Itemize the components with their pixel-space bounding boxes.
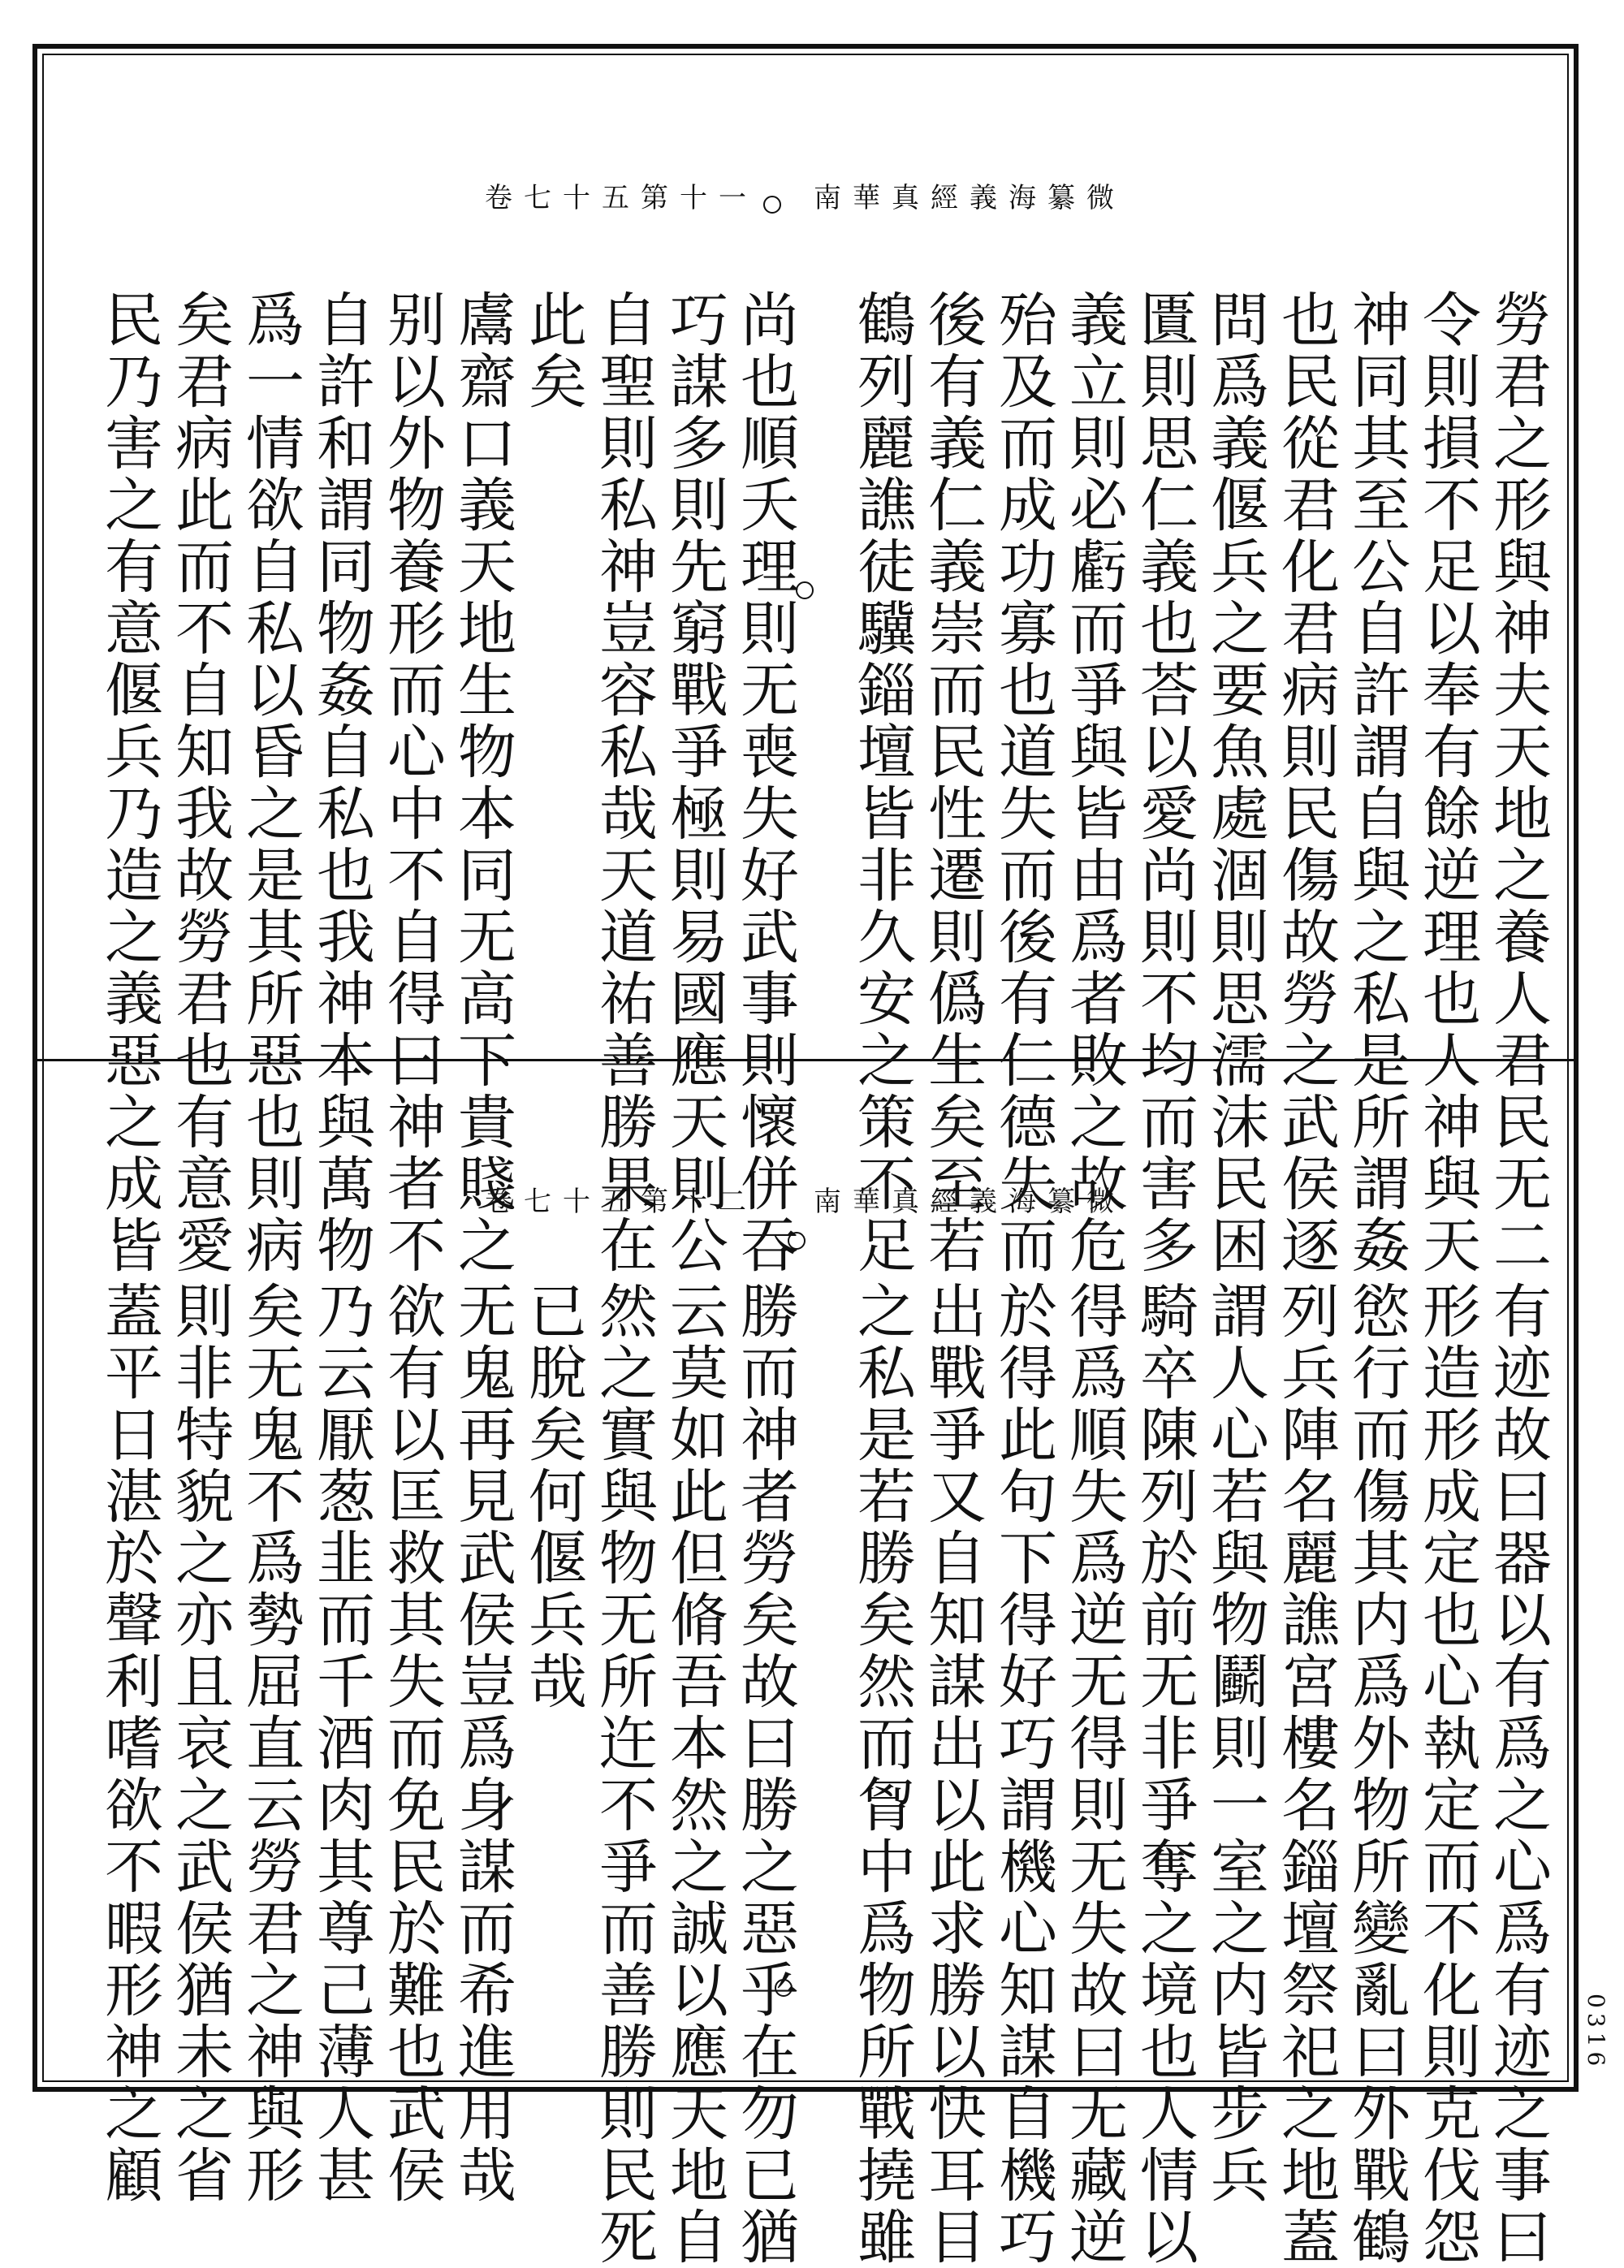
text-columns <box>42 1281 1569 2268</box>
text-column: 自許和謂同物姦自私也我神本與萬物 <box>307 289 375 1277</box>
text-column: 義立則必虧而爭與皆由爲者敗之故危 <box>1060 289 1128 1277</box>
text-column: 則非特貌之亦且哀之武侯猶未之省 <box>166 1281 234 2206</box>
text-column: 民乃害之有意偃兵乃造之義惡之成皆 <box>95 289 163 1277</box>
text-column: 鬳齋口義天地生物本同无高下貴賤之 <box>448 289 516 1277</box>
text-column: 云莫如此但脩吾本然之誠以應天地自 <box>660 1281 728 2268</box>
text-column: 勞君之形與神夫天地之養人君民无二 <box>1484 289 1552 1277</box>
volume-folio: 卷七十五第十二 <box>485 1186 758 1218</box>
section-circle-mark <box>788 1232 806 1250</box>
text-column: 問爲義偃兵之要魚處涸則思濡沫民困 <box>1201 289 1269 1277</box>
section-circle-mark <box>763 196 781 214</box>
text-column: 之私是若勝矣然而胷中爲物所戰撓雖 <box>848 1281 916 2268</box>
book-title: 南華真經義海纂微 <box>814 182 1125 214</box>
text-column: 巧謀多則先窮戰爭極則易國應天則公 <box>660 289 728 1277</box>
text-column: 矣无鬼不爲勢屈直云勞君之神與形 <box>236 1281 304 2206</box>
text-column: 列兵陣名麗譙宮樓名錙壇祭祀之地蓋 <box>1272 1281 1340 2268</box>
text-column: 然之實與物无所迕不爭而善勝則民死 <box>590 1281 658 2268</box>
text-column: 騎卒陳列於前无非爭奪之境也人情以 <box>1130 1281 1199 2268</box>
text-column: 謂人心若與物鬬則一室之内皆步兵 <box>1201 1281 1269 2206</box>
text-column: 出戰爭又自知謀出以此求勝以快耳目 <box>918 1281 987 2268</box>
page-header <box>42 1179 1569 1228</box>
text-column: 已脫矣何偃兵哉 <box>519 1281 587 1713</box>
text-column: 於得此句下得好巧謂機心知謀自機巧 <box>989 1281 1057 2268</box>
text-column: 蓋平日湛於聲利嗜欲不暇形神之顧 <box>95 1281 163 2206</box>
text-column: 矣君病此而不自知我故勞君也有意愛 <box>166 289 234 1277</box>
text-column: 无鬼再見武侯豈爲身謀而希進用哉 <box>448 1281 516 2206</box>
text-column: 令則損不足以奉有餘逆理也人神與天 <box>1413 289 1481 1277</box>
text-column: 匱則思仁義也荅以愛尚則不均而害多 <box>1130 289 1199 1277</box>
text-column: 鶴列麗譙徒驥錙壇皆非久安之策不足 <box>848 289 916 1277</box>
text-column: 尚也順夭理則无喪失好武事則懷併吞 <box>731 289 799 1277</box>
text-column: 有迹故曰器以有爲之心爲有迹之事曰 <box>1484 1281 1552 2268</box>
text-column: 形造形成定也心執定而不化則克伐怨 <box>1413 1281 1481 2268</box>
text-column: 慾行而傷其内爲外物所變亂曰外戰鶴 <box>1342 1281 1410 2268</box>
text-column: 殆及而成功寡也道失而後有仁德失而 <box>989 289 1057 1277</box>
text-column: 此矣 <box>519 289 587 413</box>
text-column: 自聖則私神豈容私哉天道祐善勝果在 <box>590 289 658 1277</box>
text-column: 欲有以匡救其失而免民於難也武侯 <box>378 1281 446 2206</box>
text-column: 勝而神者勞矣故曰勝之惡乎在勿已猶 <box>731 1281 799 2268</box>
text-column: 得爲順失爲逆无得則无失故曰无藏逆 <box>1060 1281 1128 2268</box>
book-title: 南華真經義海纂微 <box>814 1186 1125 1218</box>
text-column: 乃云厭葱韭而千酒肉其尊己薄人甚 <box>307 1281 375 2206</box>
page-number: 0316 <box>1583 1994 1609 2071</box>
volume-folio: 卷七十五第十一 <box>485 182 758 214</box>
bottom-page-panel <box>42 1061 1569 2268</box>
page-header <box>42 175 1569 224</box>
text-column: 神同其至公自許謂自與之私是所謂姦 <box>1342 289 1410 1277</box>
text-column: 别以外物養形而心中不自得曰神者不 <box>378 289 446 1277</box>
text-column: 也民從君化君病則民傷故勞之武侯逐 <box>1272 289 1340 1277</box>
text-column: 後有義仁義崇而民性遷則僞生矣至若 <box>918 289 987 1277</box>
text-column: 爲一情欲自私以昏之是其所惡也則病 <box>236 289 304 1277</box>
